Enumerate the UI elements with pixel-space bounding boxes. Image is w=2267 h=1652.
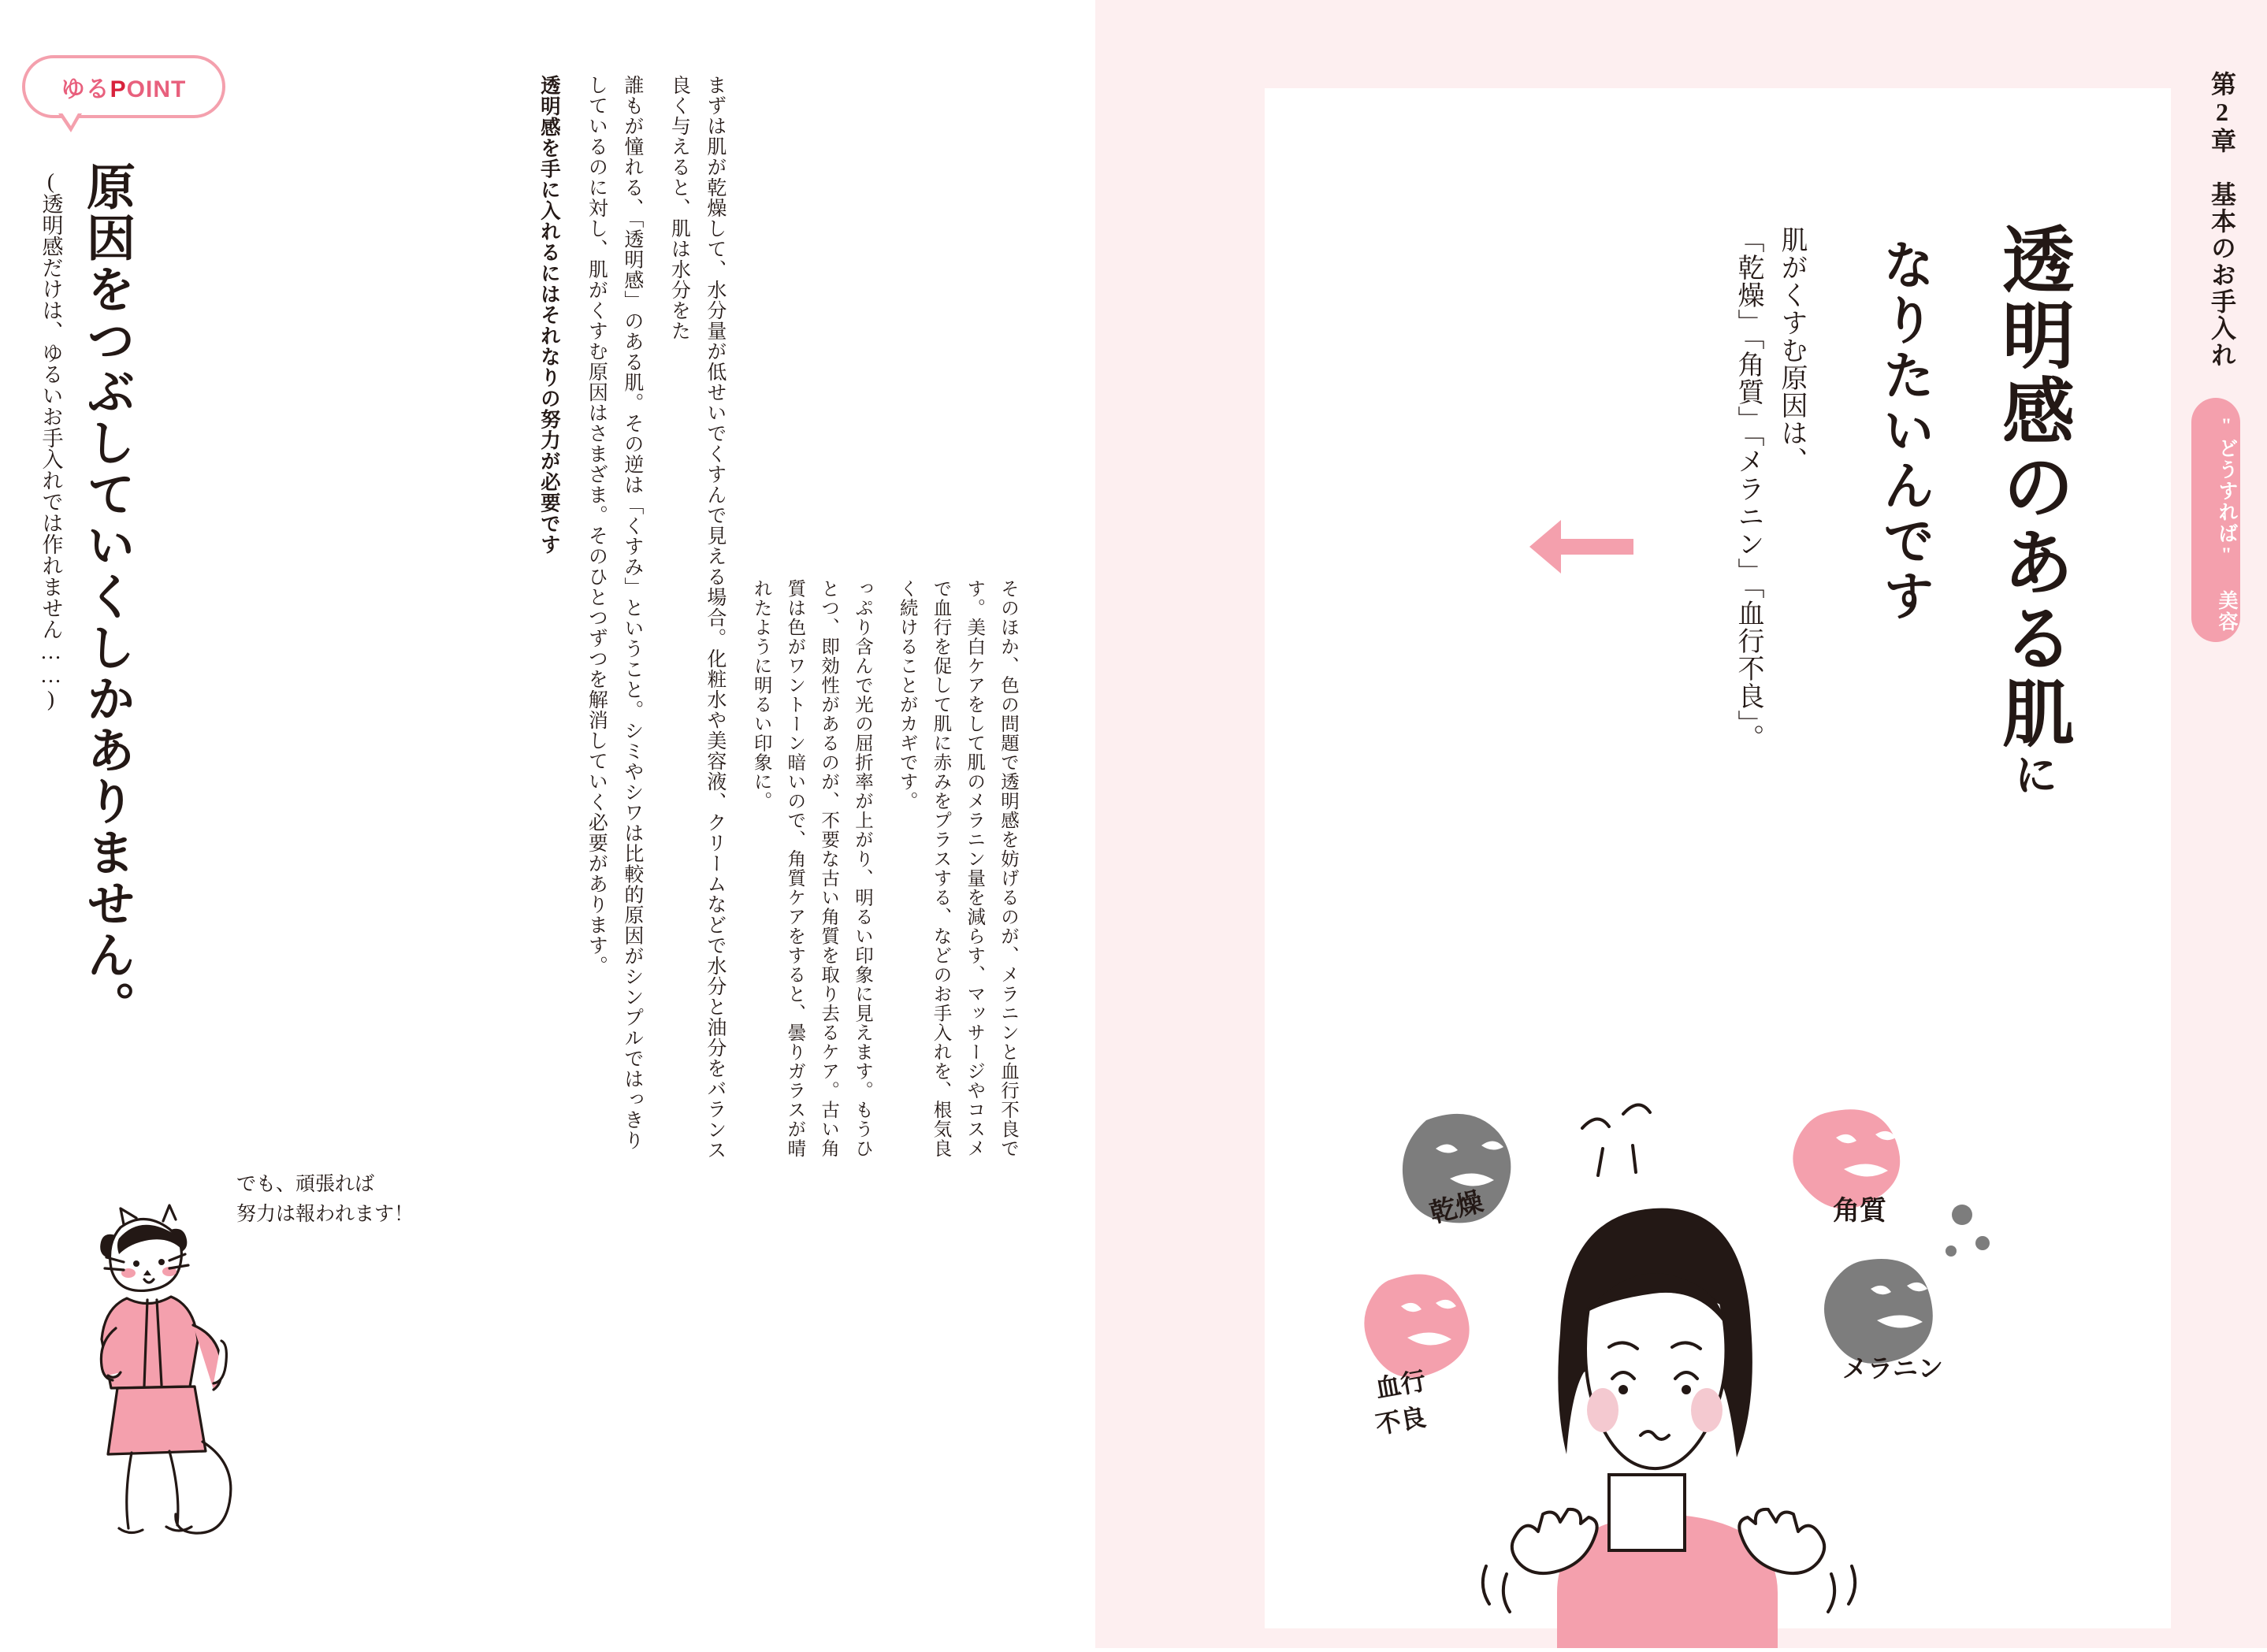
keratin-blob (1793, 1109, 1900, 1226)
point-bubble (22, 55, 225, 118)
arrow-left-svg (1525, 498, 1635, 592)
body-column-0: 透明感を手に入れるにはそれなりの努力が必要です (537, 75, 561, 555)
right-page (1095, 0, 2267, 1648)
melanin-blob (1824, 1205, 1990, 1383)
yuru-point-badge (22, 55, 219, 123)
cat-note-line-1: でも、頑張れば (236, 1173, 375, 1195)
right-headline-line-2: なりたいんです (1875, 238, 1932, 624)
right-headline-line-1 (1988, 222, 2076, 799)
body-column-3: っぷり含んで光の屈折率が上がり、明るい印象に見えます。もうひとつ、即効性があるのが、不要な古い角質を取り去るケア。古い角質は色がワントーン暗いので、角質ケアをすると、曇りガラスが晴れたように明るい印象に。 (750, 579, 872, 1158)
left-subline-text: (透明感だけは、ゆるいお手入れでは作れません……) (39, 169, 63, 711)
concern-illustration (1332, 1097, 2009, 1648)
right-subline-2 (1726, 226, 1769, 1132)
pink-arrow-icon (1525, 498, 1635, 592)
point-label-p: P (110, 76, 127, 102)
point-label (61, 69, 187, 104)
label-circulation-1: 血行 (1373, 1366, 1429, 1403)
right-subline-1-text: 肌がくすむ原因は、 (1777, 226, 1806, 474)
label-keratin: 角質 (1833, 1197, 1886, 1226)
right-headline-main: 透明感のある肌 (1992, 222, 2072, 752)
point-label-prefix: ゆる (61, 76, 110, 102)
right-subline-2-text: 「乾燥」「角質」「メラニン」「血行不良」。 (1734, 226, 1763, 752)
label-melanin: メラニン (1842, 1354, 1944, 1383)
body-column-1: 誰もが憧れる、「透明感」のある肌。その逆は「くすみ」ということ。シミやシワは比較的原因がシンプルではっきりしているのに対し、肌がくすむ原因はさまざま。そのひとつずつを解消していく必要があります。 (585, 75, 643, 1151)
cat-illustration (75, 1182, 303, 1591)
right-headline (1988, 222, 2076, 1152)
point-label-rest: OINT (126, 76, 187, 102)
label-circulation-2: 不良 (1373, 1402, 1429, 1439)
left-headline (75, 161, 136, 1091)
right-headline-tail: に (2008, 752, 2057, 799)
right-headline-second (1871, 238, 1934, 1168)
illustration-svg (1332, 1097, 2009, 1648)
body-column-2: まずは肌が乾燥して、水分量が低せいでくすんで見える場合。化粧水や美容液、クリームなどで水分と油分をバランス良く与えると、肌は水分をた (668, 75, 726, 1160)
left-page (0, 0, 1095, 1648)
chapter-pill-label: "どうすれば" 美容 (2216, 415, 2237, 633)
chapter-tab (2183, 32, 2245, 633)
chapter-title: 第2章 基本のお手入れ (2208, 71, 2236, 369)
left-body-columns (530, 75, 1024, 1162)
body-column-4: そのほか、色の問題で透明感を妨げるのが、メラニンと血行不良です。美白ケアをして肌のメラニン量を減らす、マッサージやコスメで血行を促して肌に赤みをプラスする、などのお手入れを、根気良く続けることがカギです。 (896, 579, 1018, 1158)
chapter-pill (2191, 398, 2240, 642)
dry-blob (1403, 1114, 1511, 1229)
right-content-card (1265, 88, 2171, 1628)
label-dry: 乾燥 (1426, 1187, 1486, 1229)
cat-svg (75, 1182, 303, 1591)
woman-figure (1483, 1104, 1855, 1648)
left-headline-text: 原因をつぶしていくしかありません。 (79, 161, 133, 1032)
cat-note-line-2: 努力は報われます！ (236, 1202, 414, 1225)
left-subline (35, 169, 67, 721)
right-subline-1 (1770, 226, 1812, 1132)
circulation-blob (1364, 1274, 1469, 1439)
